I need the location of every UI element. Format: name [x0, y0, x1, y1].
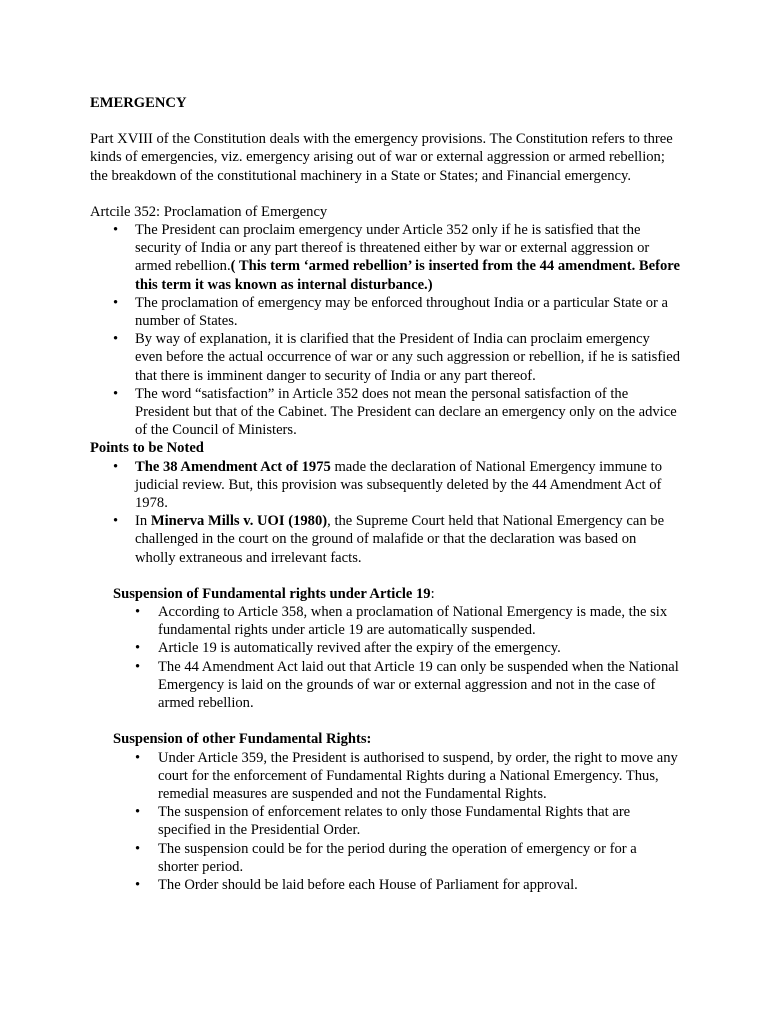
list-item: • The suspension could be for the period during the operation of emergency or for a shorter period.: [113, 840, 680, 876]
list-item: • According to Article 358, when a proclamation of National Emergency is made, the six fundamental rights under article 19 are automatically suspended.: [113, 603, 680, 639]
list-item: [90, 330, 680, 385]
article-352-heading: Artcile 352: Proclamation of Emergency: [90, 203, 328, 220]
other-rights-heading: Suspension of other Fundamental Rights:: [113, 731, 372, 748]
list-item: [90, 385, 680, 440]
list-item: [90, 512, 680, 567]
list-item-bold-lead: The 38 Amendment Act of 1975: [135, 458, 331, 475]
other-rights-list: [113, 749, 680, 895]
list-item-text: made the declaration of National Emergency immune to judicial review. But, this provision was subsequently deleted by the 44 Amendment Act of 1978.: [135, 458, 663, 512]
article-19-heading-colon: :: [430, 585, 435, 602]
intro-paragraph: Part XVIII of the Constitution deals with the emergency provisions. The Constitution refers to three kinds of emergencies, viz. emergency arising out of war or external aggression or armed rebellion; the breakdown of the constitutional machinery in a State or States; and Financial emergency.: [90, 131, 673, 184]
list-item-text: , the Supreme Court held that National Emergency can be challenged in the court on the ground of malafide or that the declaration was based on wholly extraneous and irrelevant facts.: [135, 513, 665, 566]
list-item: • The suspension of enforcement relates to only those Fundamental Rights that are specified in the Presidential Order.: [113, 803, 680, 839]
points-to-be-noted-heading: Points to be Noted: [90, 440, 204, 457]
list-item: [90, 294, 680, 330]
list-item-text: By way of explanation, it is clarified that the President of India can proclaim emergency even before the actual occurrence of war or any such aggression or rebellion, if he is satisfied that there is imminent danger to security of India or any part thereof.: [135, 331, 681, 384]
article-352-list: [90, 221, 680, 439]
article-19-list: [113, 603, 680, 712]
article-19-heading-text: Suspension of Fundamental rights under Article 19: [113, 585, 431, 602]
list-item-text: The word “satisfaction” in Article 352 does not mean the personal satisfaction of the President but that of the Cabinet. The President can declare an emergency only on the advice of the Council of Ministers.: [135, 385, 677, 439]
document-body: [90, 94, 680, 894]
list-item: [90, 221, 680, 294]
article-19-section: [113, 585, 680, 712]
list-item-text: The President can proclaim emergency under Article 352 only if he is satisfied that the security of India or any part thereof is threatened either by war or external aggression or armed rebellion.: [135, 222, 650, 275]
points-list: [90, 458, 680, 567]
list-item-prefix: In: [135, 513, 151, 530]
list-item-text: The proclamation of emergency may be enforced throughout India or a particular State or a number of States.: [135, 294, 668, 330]
list-item: • The 44 Amendment Act laid out that Article 19 can only be suspended when the National Emergency is laid on the grounds of war or external aggression and not in the case of armed rebellion.: [113, 658, 680, 713]
document-title: EMERGENCY: [90, 95, 187, 111]
list-item-bold-note: ( This term ‘armed rebellion’ is inserted from the 44 amendment. Before this term it was known as internal disturbance.): [135, 258, 680, 293]
list-item: [90, 458, 680, 513]
list-item: • The Order should be laid before each House of Parliament for approval.: [113, 876, 680, 894]
other-rights-section: [113, 730, 680, 894]
list-item-bold-case: Minerva Mills v. UOI (1980): [150, 513, 328, 530]
article-19-heading: [113, 585, 680, 603]
list-item: • Article 19 is automatically revived after the expiry of the emergency.: [113, 639, 680, 657]
list-item: • Under Article 359, the President is authorised to suspend, by order, the right to move any court for the enforcement of Fundamental Rights during a National Emergency. Thus, remedial measures are suspended and not the Fundamental Rights.: [113, 749, 680, 804]
